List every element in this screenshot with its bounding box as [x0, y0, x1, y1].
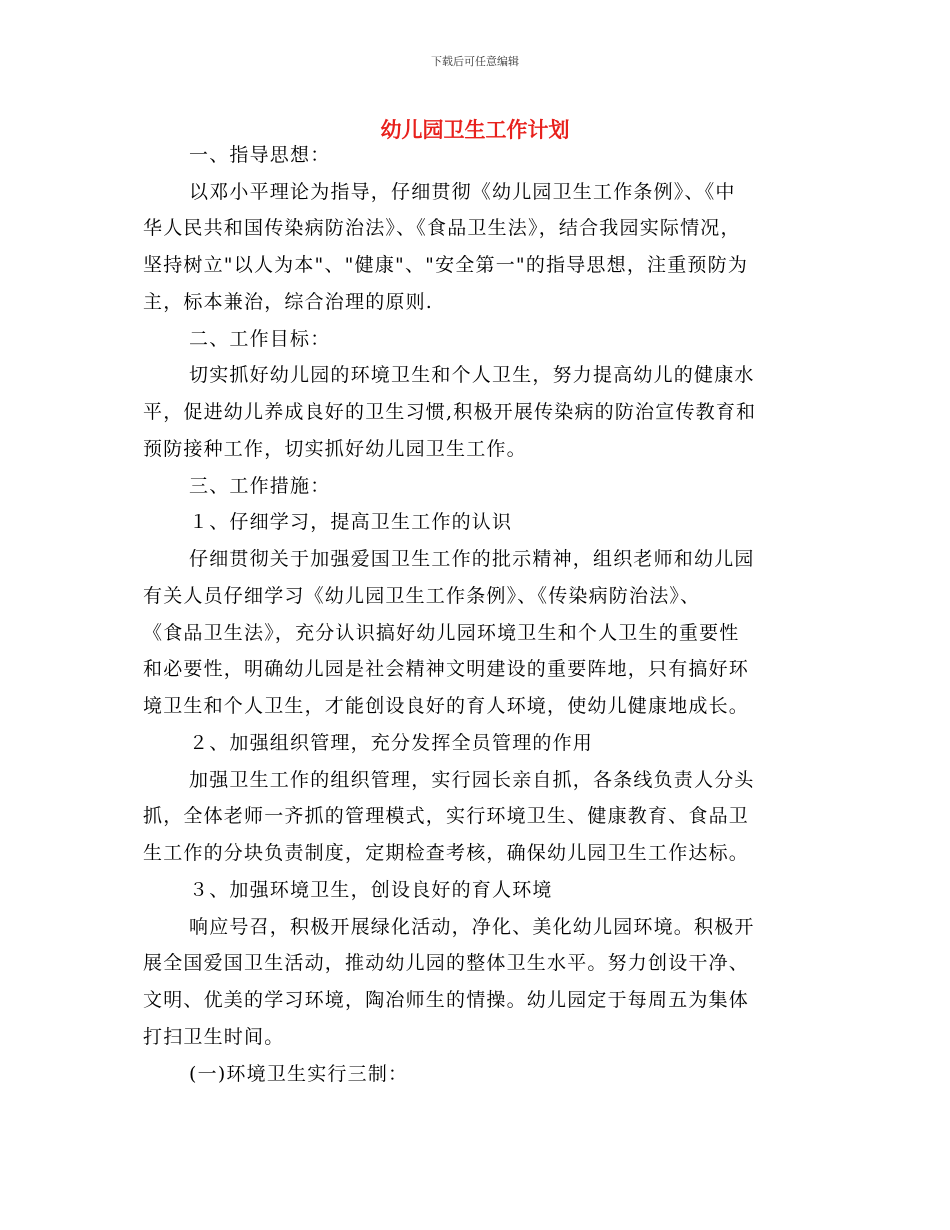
paragraph-line: 境卫生和个人卫生，才能创设良好的育人环境，使幼儿健康地成长。: [143, 695, 750, 717]
paragraph-line: 打扫卫生时间。: [143, 1026, 285, 1048]
paragraph-line: 响应号召，积极开展绿化活动，净化、美化幼儿园环境。积极开: [189, 916, 755, 938]
paragraph-line: 华人民共和国传染病防治法》、《食品卫生法》，结合我园实际情况，: [143, 217, 741, 239]
paragraph-line: 展全国爱国卫生活动，推动幼儿园的整体卫生水平。努力创设干净、: [143, 952, 750, 974]
paragraph-line: 文明、优美的学习环境，陶冶师生的情操。幼儿园定于每周五为集体: [143, 989, 750, 1011]
paragraph-line: 加强卫生工作的组织管理，实行园长亲自抓，各条线负责人分头: [189, 769, 755, 791]
paragraph-line: 主，标本兼治，综合治理的原则.: [143, 291, 434, 313]
paragraph-line: 切实抓好幼儿园的环境卫生和个人卫生，努力提高幼儿的健康水: [189, 364, 755, 386]
paragraph-line: 生工作的分块负责制度，定期检查考核，确保幼儿园卫生工作达标。: [143, 842, 750, 864]
section-heading: 二、工作目标：: [189, 328, 331, 350]
paragraph-line: 平，促进幼儿养成良好的卫生习惯,积极开展传染病的防治宣传教育和: [143, 401, 757, 423]
paragraph-line: 坚持树立"以人为本"、"健康"、"安全第一"的指导思想，注重预防为: [143, 254, 749, 276]
document-title: 幼儿园卫生工作计划: [380, 118, 570, 142]
paragraph-line: 以邓小平理论为指导，仔细贯彻《幼儿园卫生工作条例》、《中: [189, 181, 736, 203]
subsection-heading: １、仔细学习，提高卫生工作的认识: [189, 511, 513, 533]
paragraph-line: 和必要性，明确幼儿园是社会精神文明建设的重要阵地，只有搞好环: [143, 658, 750, 680]
subsection-heading: (一)环境卫生实行三制：: [189, 1063, 409, 1085]
section-heading: 一、指导思想：: [189, 144, 331, 166]
header-note: 下载后可任意编辑: [431, 55, 519, 68]
paragraph-line: 有关人员仔细学习《幼儿园卫生工作条例》、《传染病防治法》、: [143, 585, 701, 607]
section-heading: 三、工作措施：: [189, 475, 331, 497]
paragraph-line: 预防接种工作，切实抓好幼儿园卫生工作。: [143, 438, 527, 460]
paragraph-line: 《食品卫生法》，充分认识搞好幼儿园环境卫生和个人卫生的重要性: [143, 622, 740, 644]
subsection-heading: ２、加强组织管理，充分发挥全员管理的作用: [189, 732, 594, 754]
subsection-heading: ３、加强环境卫生，创设良好的育人环境: [189, 879, 553, 901]
paragraph-line: 仔细贯彻关于加强爱国卫生工作的批示精神，组织老师和幼儿园: [189, 548, 755, 570]
paragraph-line: 抓，全体老师一齐抓的管理模式，实行环境卫生、健康教育、食品卫: [143, 805, 750, 827]
